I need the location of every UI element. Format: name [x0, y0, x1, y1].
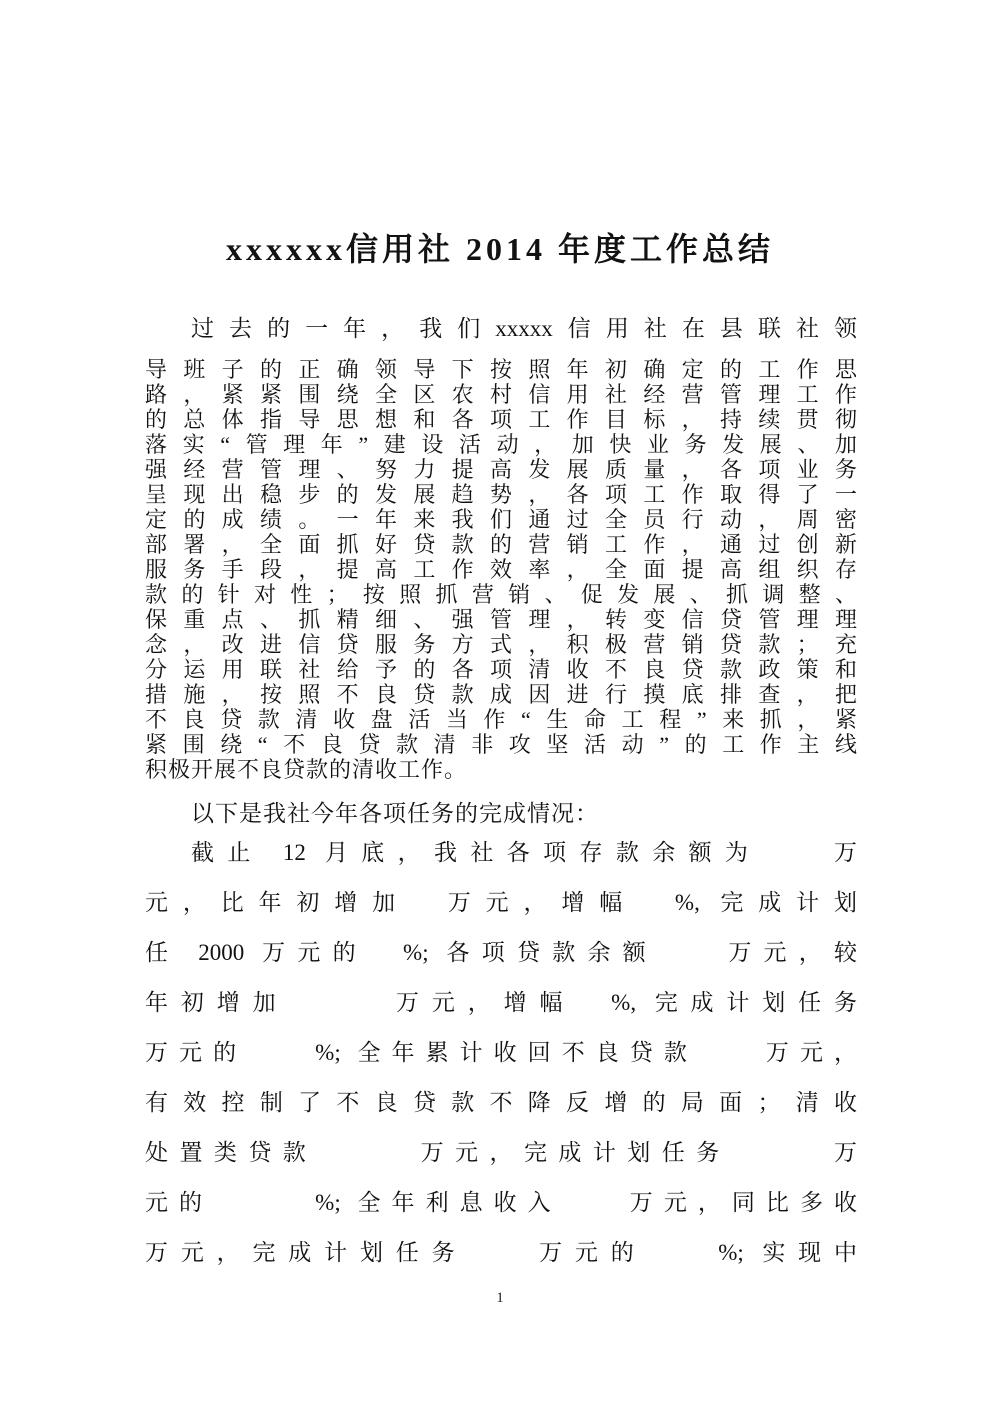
- text-line: 路，紧紧围绕全区农村信用社经营管理工作: [145, 382, 857, 407]
- text-line: 处置类贷款 万元，完成计划任务 万: [145, 1140, 857, 1165]
- text-line: 定的成绩。一年来我们通过全员行动，周密: [145, 507, 857, 532]
- text-line: 截止 12 月底，我社各项存款余额为 万: [191, 840, 857, 865]
- text-line: 年初增加 万元，增幅 %, 完成计划任务: [145, 990, 857, 1015]
- text-line: 万元，完成计划任务 万元的 %; 实现中: [145, 1240, 857, 1265]
- text-line: 服务手段，提高工作效率，全面提高组织存: [145, 557, 857, 582]
- text-line: 部署，全面抓好贷款的营销工作，通过创新: [145, 532, 857, 557]
- text-line: 积极开展不良贷款的清收工作。: [145, 757, 468, 782]
- text-line: 的总体指导思想和各项工作目标，持续贯彻: [145, 407, 857, 432]
- text-line: 元的 %; 全年利息收入 万元，同比多收: [145, 1190, 857, 1215]
- text-line: 措施，按照不良贷款成因进行摸底排查，把: [145, 682, 857, 707]
- paragraph-1-first-line: [145, 314, 857, 344]
- text-line: 呈现出稳步的发展趋势，各项工作取得了一: [145, 482, 857, 507]
- paragraph-2: [145, 799, 857, 829]
- document-title: xxxxxx信用社 2014 年度工作总结: [225, 231, 774, 267]
- text-line: 念，改进信贷服务方式，积极营销贷款；充: [145, 632, 857, 657]
- text-line: 款的针对性；按照抓营销、促发展、抓调整、: [145, 582, 857, 607]
- paragraph-1-body: [145, 357, 857, 782]
- text-line: 落实“管理年”建设活动，加快业务发展、加: [145, 432, 857, 457]
- text-line: 过去的一年，我们xxxxx信用社在县联社领: [191, 316, 857, 341]
- text-line: 导班子的正确领导下按照年初确定的工作思: [145, 357, 857, 382]
- text-line: 以下是我社今年各项任务的完成情况：: [191, 801, 599, 826]
- text-line: 保重点、抓精细、强管理，转变信贷管理理: [145, 607, 857, 632]
- text-line: 紧围绕“不良贷款清非攻坚活动”的工作主线: [145, 732, 857, 757]
- page-number: 1: [496, 1290, 504, 1306]
- text-line: 万元的 %; 全年累计收回不良贷款 万元，: [145, 1040, 857, 1065]
- text-line: 任 2000 万元的 %; 各项贷款余额 万元，较: [145, 940, 857, 965]
- text-line: 不良贷款清收盘活当作“生命工程”来抓，紧: [145, 707, 857, 732]
- text-line: 分运用联社给予的各项清收不良贷款政策和: [145, 657, 857, 682]
- text-line: 有效控制了不良贷款不降反增的局面；清收: [145, 1090, 857, 1115]
- text-line: 强经营管理、努力提高发展质量，各项业务: [145, 457, 857, 482]
- statistics-paragraph: [145, 828, 857, 1278]
- text-line: 元，比年初增加 万元，增幅 %, 完成计划: [145, 890, 857, 915]
